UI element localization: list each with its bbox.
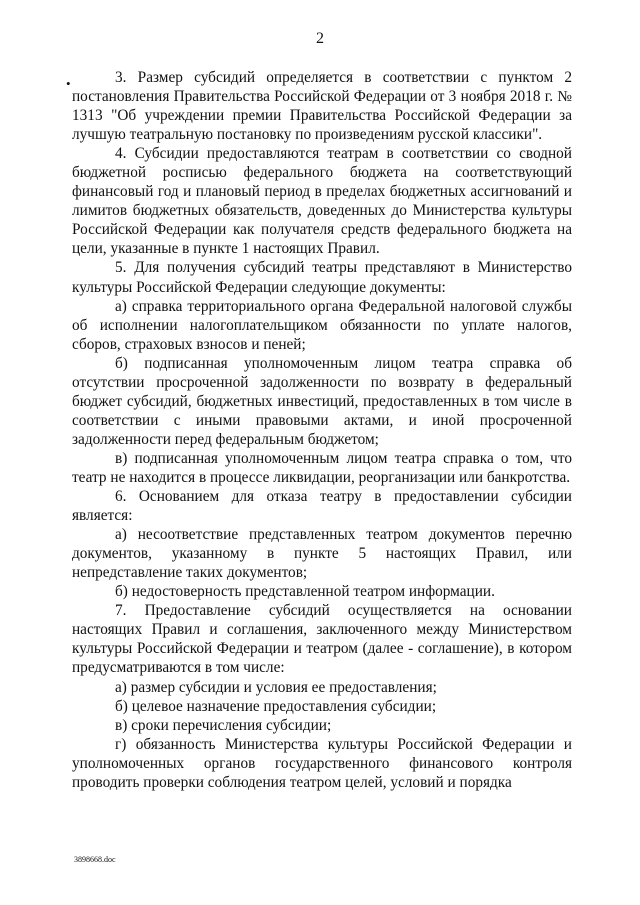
item-5b: б) подписанная уполномоченным лицом театра справка об отсутствии просроченной задолженности по возврату в федеральный бюджет субсидий, бюджетных инвестиций, предоставленных в том числе в соответствии с иными правовыми актами, и иной просроченной задолженности перед федеральным бюджетом; <box>72 354 572 448</box>
item-6a: а) несоответствие представленных театром документов перечню документов, указанному в пункте 5 настоящих Правил, или непредставление таких документов; <box>72 526 572 582</box>
item-7b: б) целевое назначение предоставления субсидии; <box>115 697 437 715</box>
bullet-mark: • <box>66 76 71 91</box>
item-7c: в) сроки перечисления субсидии; <box>115 716 332 734</box>
item-6b: б) недостоверность представленной театром информации. <box>115 583 495 601</box>
paragraph-4-subsidy-provision: 4. Субсидии предоставляются театрам в соответствии со сводной бюджетной росписью федерального бюджета на соответствующий финансовый год и плановый период в пределах бюджетных ассигнований и лимитов бюджетных обязательств, доведенных до Министерства культуры Российской Федерации как получателя средств федерального бюджета на цели, указанные в пункте 1 настоящих Правил. <box>72 145 572 258</box>
item-7d: г) обязанность Министерства культуры Российской Федерации и уполномоченных органов государственного финансового контроля проводить проверки соблюдения театром целей, условий и порядка <box>72 735 572 791</box>
page-number: 2 <box>316 30 324 47</box>
document-body <box>72 68 572 792</box>
paragraph-5-documents: 5. Для получения субсидий театры представляют в Министерство культуры Российской Федерации следующие документы: <box>72 259 572 296</box>
item-5a: а) справка территориального органа Федеральной налоговой службы об исполнении налогоплательщиком обязанности по уплате налогов, сборов, страховых взносов и пеней; <box>72 297 572 353</box>
paragraph-6-refusal-grounds: 6. Основанием для отказа театру в предоставлении субсидии является: <box>72 488 572 525</box>
item-7a: а) размер субсидии и условия ее предоставления; <box>115 678 437 696</box>
item-5c: в) подписанная уполномоченным лицом театра справка о том, что театр не находится в процессе ликвидации, реорганизации или банкротства. <box>72 449 572 486</box>
paragraph-7-agreement: 7. Предоставление субсидий осуществляется на основании настоящих Правил и соглашения, заключенного между Министерством культуры Российской Федерации и театром (далее - соглашение), в котором предусматриваются в том числе: <box>72 602 572 677</box>
footer-filename: 3898668.doc <box>74 855 116 864</box>
paragraph-3-subsidy-amount: 3. Размер субсидий определяется в соответствии с пунктом 2 постановления Правительства Российской Федерации от 3 ноября 2018 г. № 1313 "Об учреждении премии Правительства Российской Федерации за лучшую театральную постановку по произведениям русской классики". <box>72 69 572 144</box>
